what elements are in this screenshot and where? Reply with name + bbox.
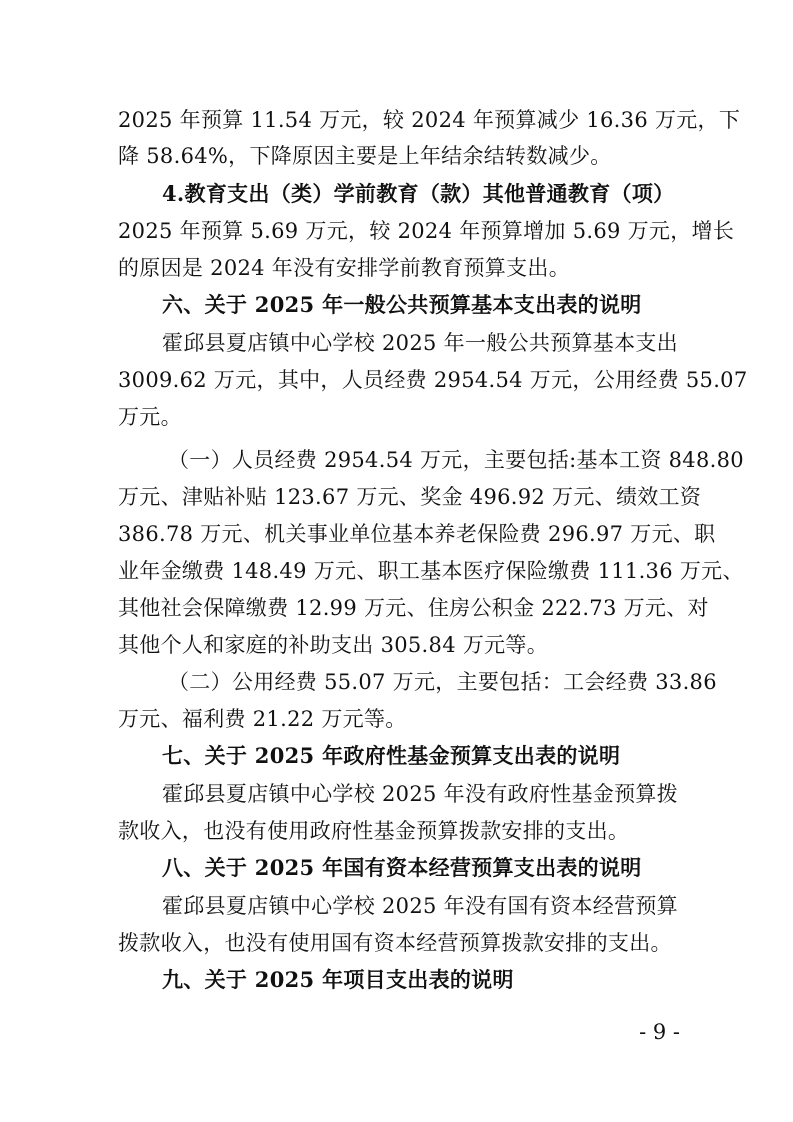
paragraph-line: 款收入，也没有使用政府性基金预算拨款安排的支出。 [118, 819, 630, 843]
paragraph-line: 万元、津贴补贴 123.67 万元、奖金 496.92 万元、绩效工资 [118, 485, 702, 509]
paragraph-line: 2025 年预算 11.54 万元，较 2024 年预算减少 16.36 万元，下 [118, 108, 741, 132]
section-heading: 七、关于 2025 年政府性基金预算支出表的说明 [162, 743, 621, 768]
paragraph-line: 万元。 [118, 405, 182, 429]
section-heading: 八、关于 2025 年国有资本经营预算支出表的说明 [162, 855, 642, 880]
section-heading: 九、关于 2025 年项目支出表的说明 [162, 967, 514, 992]
paragraph-line: 业年金缴费 148.49 万元、职工基本医疗保险缴费 111.36 万元、 [118, 559, 744, 583]
paragraph-line: 霍邱县夏店镇中心学校 2025 年没有政府性基金预算拨 [162, 782, 678, 806]
paragraph-line: 其他个人和家庭的补助支出 305.84 万元等。 [118, 633, 549, 657]
section-heading: 六、关于 2025 年一般公共预算基本支出表的说明 [162, 292, 642, 317]
paragraph-line: 386.78 万元、机关事业单位基本养老保险费 296.97 万元、职 [118, 522, 716, 546]
page-number: - 9 - [639, 1020, 680, 1044]
paragraph-line: 的原因是 2024 年没有安排学前教育预算支出。 [118, 256, 570, 280]
paragraph-line: 其他社会保障缴费 12.99 万元、住房公积金 222.73 万元、对 [118, 596, 709, 620]
paragraph-line: 降 58.64%，下降原因主要是上年结余结转数减少。 [118, 144, 612, 168]
paragraph-line: 霍邱县夏店镇中心学校 2025 年没有国有资本经营预算 [162, 894, 678, 918]
paragraph-line: （二）公用经费 55.07 万元，主要包括：工会经费 33.86 [168, 670, 717, 694]
paragraph-line: 拨款收入，也没有使用国有资本经营预算拨款安排的支出。 [118, 931, 672, 955]
paragraph-line: 霍邱县夏店镇中心学校 2025 年一般公共预算基本支出 [162, 331, 678, 355]
paragraph-line: （一）人员经费 2954.54 万元，主要包括:基本工资 848.80 [168, 448, 744, 472]
paragraph-line: 万元、福利费 21.22 万元等。 [118, 707, 407, 731]
paragraph-line: 2025 年预算 5.69 万元，较 2024 年预算增加 5.69 万元，增长 [118, 219, 735, 243]
section-heading: 4.教育支出（类）学前教育（款）其他普通教育（项） [162, 181, 675, 206]
paragraph-line: 3009.62 万元，其中，人员经费 2954.54 万元，公用经费 55.07 [118, 368, 748, 392]
